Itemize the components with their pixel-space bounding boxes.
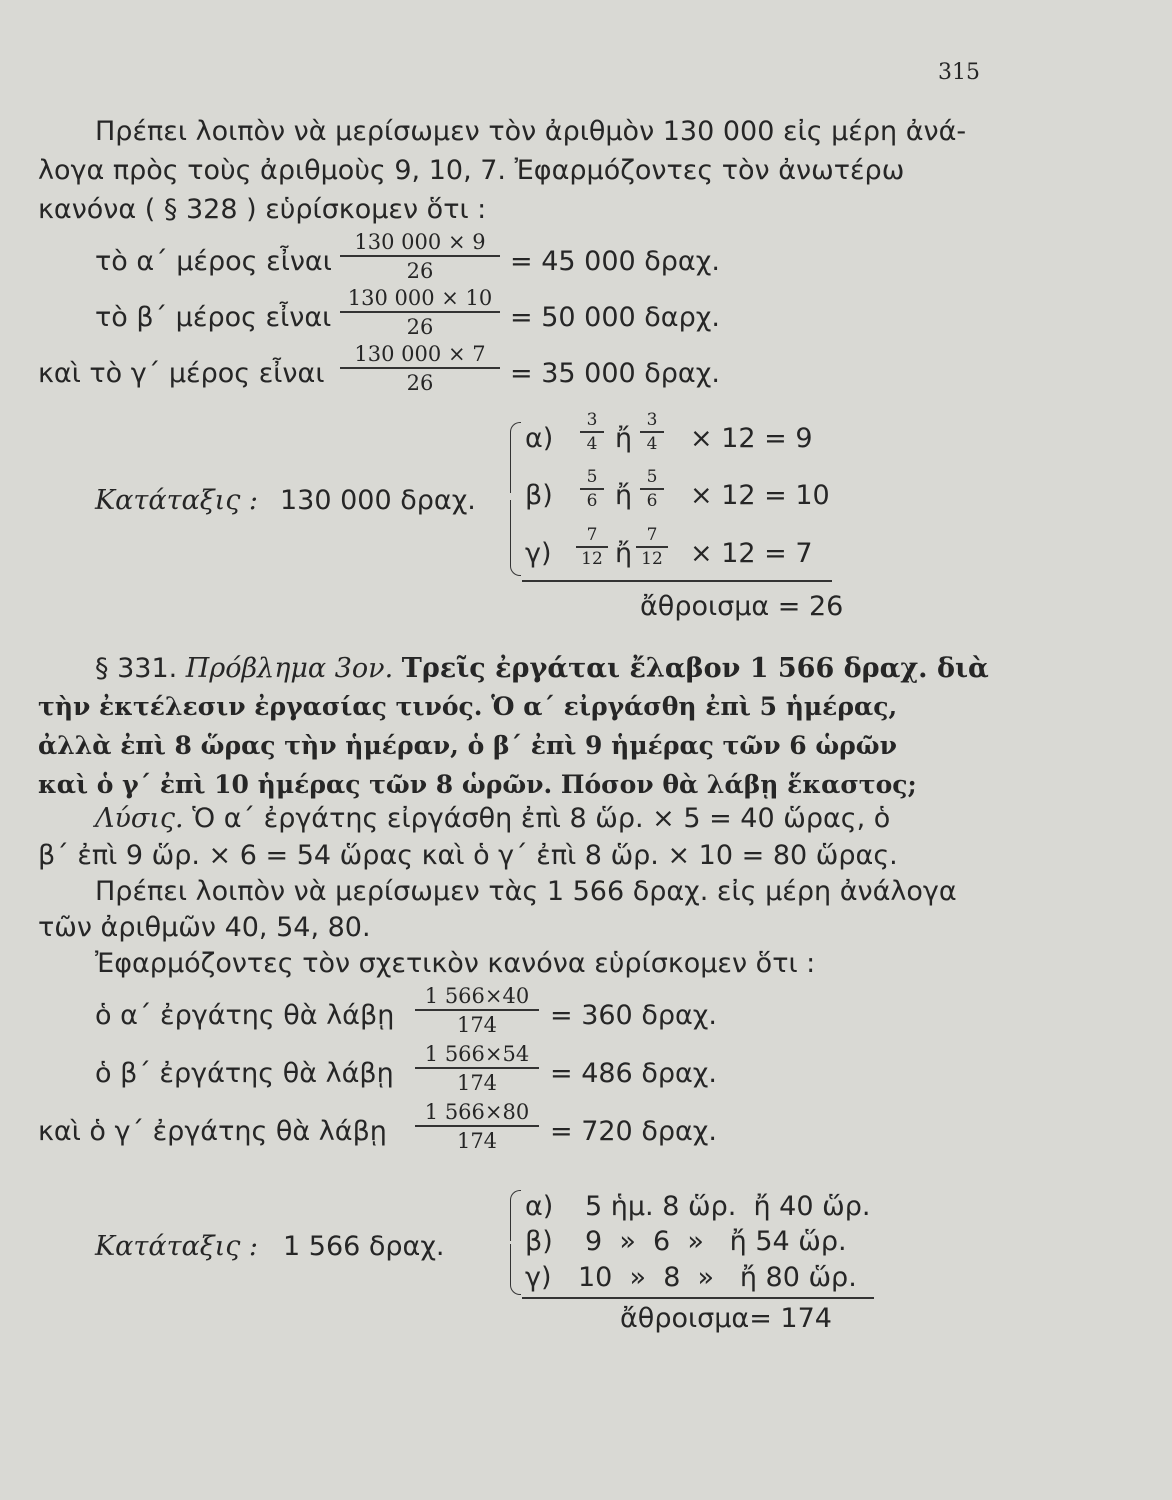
denominator: 4 xyxy=(646,433,658,454)
problem-heading xyxy=(95,655,989,682)
denominator: 26 xyxy=(406,314,434,339)
page-number: 315 xyxy=(938,60,980,85)
solution-line-5: Ἐφαρμόζοντες τὸν σχετικὸν κανόνα εὑρίσκομεν ὅτι : xyxy=(95,948,816,979)
solution-line-4: τῶν ἀριθμῶν 40, 54, 80. xyxy=(38,912,371,943)
part2-fraction-b xyxy=(415,1042,539,1095)
numerator: 7 xyxy=(586,525,598,545)
allocation2-amount: 1 566 δραχ. xyxy=(283,1231,445,1262)
alloc1-frac2-c xyxy=(636,526,668,569)
denominator: 4 xyxy=(586,433,598,454)
part1-fraction-b xyxy=(340,286,500,339)
alloc2-letter-c: γ) xyxy=(525,1262,552,1293)
allocation1-amount: 130 000 δραχ. xyxy=(280,485,476,516)
part2-fraction-a xyxy=(415,984,539,1037)
intro-line-1: Πρέπει λοιπὸν νὰ μερίσωμεν τὸν ἀριθμὸν 130 000 εἰς μέρη ἀνά- xyxy=(95,116,967,147)
brace-top-2 xyxy=(510,1190,521,1241)
fraction-bar xyxy=(340,311,500,313)
solution-line-1-wrap xyxy=(95,805,890,832)
problem-number: § 331. xyxy=(95,653,178,684)
denominator: 174 xyxy=(456,1070,498,1095)
numerator: 1 566×80 xyxy=(424,1100,530,1124)
numerator: 1 566×54 xyxy=(424,1042,530,1066)
part2-result-a: = 360 δραχ. xyxy=(550,1000,717,1031)
solution-line-2: β΄ ἐπὶ 9 ὥρ. × 6 = 54 ὥρας καὶ ὁ γ΄ ἐπὶ 8 ὥρ. × 10 = 80 ὥρας. xyxy=(38,840,898,871)
part2-label-a: ὁ α΄ ἐργάτης θὰ λάβῃ xyxy=(95,1000,395,1031)
part1-label-a: τὸ α΄ μέρος εἶναι xyxy=(95,246,332,277)
alloc1-calc-a: × 12 = 9 xyxy=(690,423,813,454)
numerator: 3 xyxy=(646,410,658,430)
denominator: 174 xyxy=(456,1012,498,1037)
alloc1-frac1-a xyxy=(580,411,604,454)
part1-label-c: καὶ τὸ γ΄ μέρος εἶναι xyxy=(38,358,325,389)
part1-result-c: = 35 000 δραχ. xyxy=(510,358,720,389)
numerator: 3 xyxy=(586,410,598,430)
part1-fraction-c xyxy=(340,342,500,395)
numerator: 1 566×40 xyxy=(424,984,530,1008)
solution-line-3: Πρέπει λοιπὸν νὰ μερίσωμεν τὰς 1 566 δραχ. εἰς μέρη ἀνάλογα xyxy=(95,876,957,907)
problem-title: Πρόβλημα 3ον. xyxy=(185,653,394,684)
fraction-bar xyxy=(415,1067,539,1069)
part1-label-b: τὸ β΄ μέρος εἶναι xyxy=(95,302,332,333)
fraction-bar xyxy=(340,367,500,369)
alloc2-row-a: 5 ἡμ. 8 ὥρ. ἤ 40 ὥρ. xyxy=(585,1191,871,1222)
alloc1-or-b: ἤ xyxy=(615,480,633,511)
alloc2-row-c: 10 » 8 » ἤ 80 ὥρ. xyxy=(578,1262,857,1293)
fraction-bar xyxy=(415,1009,539,1011)
part2-label-b: ὁ β΄ ἐργάτης θὰ λάβῃ xyxy=(95,1058,394,1089)
denominator: 12 xyxy=(641,548,663,569)
part1-result-a: = 45 000 δραχ. xyxy=(510,246,720,277)
sum-rule-1 xyxy=(522,580,832,582)
alloc1-letter-c: γ) xyxy=(525,538,552,569)
numerator: 130 000 × 9 xyxy=(354,230,486,254)
allocation2-title: Κατάταξις : xyxy=(95,1231,259,1262)
numerator: 130 000 × 7 xyxy=(354,342,486,366)
problem-line-2: τὴν ἐκτέλεσιν ἐργασίας τινός. Ὁ α΄ εἰργάσθη ἐπὶ 5 ἡμέρας, xyxy=(38,692,898,721)
brace-bottom xyxy=(510,500,521,576)
allocation2-sum: ἄθροισμα= 174 xyxy=(620,1303,832,1334)
fraction-bar xyxy=(640,431,664,433)
alloc1-frac1-b xyxy=(580,468,604,511)
alloc1-or-c: ἤ xyxy=(615,538,633,569)
part2-fraction-c xyxy=(415,1100,539,1153)
intro-line-2: λογα πρὸς τοὺς ἀριθμοὺς 9, 10, 7. Ἐφαρμόζοντες τὸν ἀνωτέρω xyxy=(38,155,905,186)
brace-top xyxy=(510,422,521,493)
fraction-bar xyxy=(580,488,604,490)
alloc1-calc-b: × 12 = 10 xyxy=(690,480,830,511)
denominator: 174 xyxy=(456,1128,498,1153)
denominator: 26 xyxy=(406,258,434,283)
alloc1-frac1-c xyxy=(576,526,608,569)
solution-label: Λύσις. xyxy=(95,803,184,834)
allocation1-title: Κατάταξις : xyxy=(95,485,259,516)
alloc1-frac2-b xyxy=(640,468,664,511)
fraction-bar xyxy=(640,488,664,490)
alloc1-letter-a: α) xyxy=(525,423,554,454)
part2-result-c: = 720 δραχ. xyxy=(550,1116,717,1147)
part2-result-b: = 486 δραχ. xyxy=(550,1058,717,1089)
numerator: 7 xyxy=(646,525,658,545)
fraction-bar xyxy=(415,1125,539,1127)
part1-fraction-a xyxy=(340,230,500,283)
denominator: 26 xyxy=(406,370,434,395)
fraction-bar xyxy=(576,546,608,548)
intro-line-3: κανόνα ( § 328 ) εὑρίσκομεν ὅτι : xyxy=(38,194,487,225)
problem-line-1: Τρεῖς ἐργάται ἔλαβον 1 566 δραχ. διὰ xyxy=(401,653,989,684)
sum-rule-2 xyxy=(522,1297,874,1299)
problem-line-3: ἀλλὰ ἐπὶ 8 ὥρας τὴν ἡμέραν, ὁ β΄ ἐπὶ 9 ἡμέρας τῶν 6 ὡρῶν xyxy=(38,731,897,760)
brace-bottom-2 xyxy=(510,1244,521,1295)
fraction-bar xyxy=(580,431,604,433)
part2-label-c: καὶ ὁ γ΄ ἐργάτης θὰ λάβῃ xyxy=(38,1116,387,1147)
denominator: 6 xyxy=(646,490,658,511)
numerator: 5 xyxy=(586,467,598,487)
alloc1-or-a: ἤ xyxy=(615,423,633,454)
denominator: 12 xyxy=(581,548,603,569)
alloc1-letter-b: β) xyxy=(525,480,553,511)
alloc1-calc-c: × 12 = 7 xyxy=(690,538,813,569)
alloc2-row-b: 9 » 6 » ἤ 54 ὥρ. xyxy=(585,1226,847,1257)
denominator: 6 xyxy=(586,490,598,511)
allocation1-sum: ἄθροισμα = 26 xyxy=(640,591,844,622)
fraction-bar xyxy=(340,255,500,257)
fraction-bar xyxy=(636,546,668,548)
alloc2-letter-b: β) xyxy=(525,1226,553,1257)
solution-line-1: Ὁ α΄ ἐργάτης εἰργάσθη ἐπὶ 8 ὥρ. × 5 = 40 ὥρας, ὁ xyxy=(192,803,891,834)
alloc1-frac2-a xyxy=(640,411,664,454)
alloc2-letter-a: α) xyxy=(525,1191,554,1222)
numerator: 130 000 × 10 xyxy=(347,286,493,310)
problem-line-4: καὶ ὁ γ΄ ἐπὶ 10 ἡμέρας τῶν 8 ὡρῶν. Πόσον θὰ λάβῃ ἕκαστος; xyxy=(38,770,917,799)
numerator: 5 xyxy=(646,467,658,487)
part1-result-b: = 50 000 δαρχ. xyxy=(510,302,720,333)
